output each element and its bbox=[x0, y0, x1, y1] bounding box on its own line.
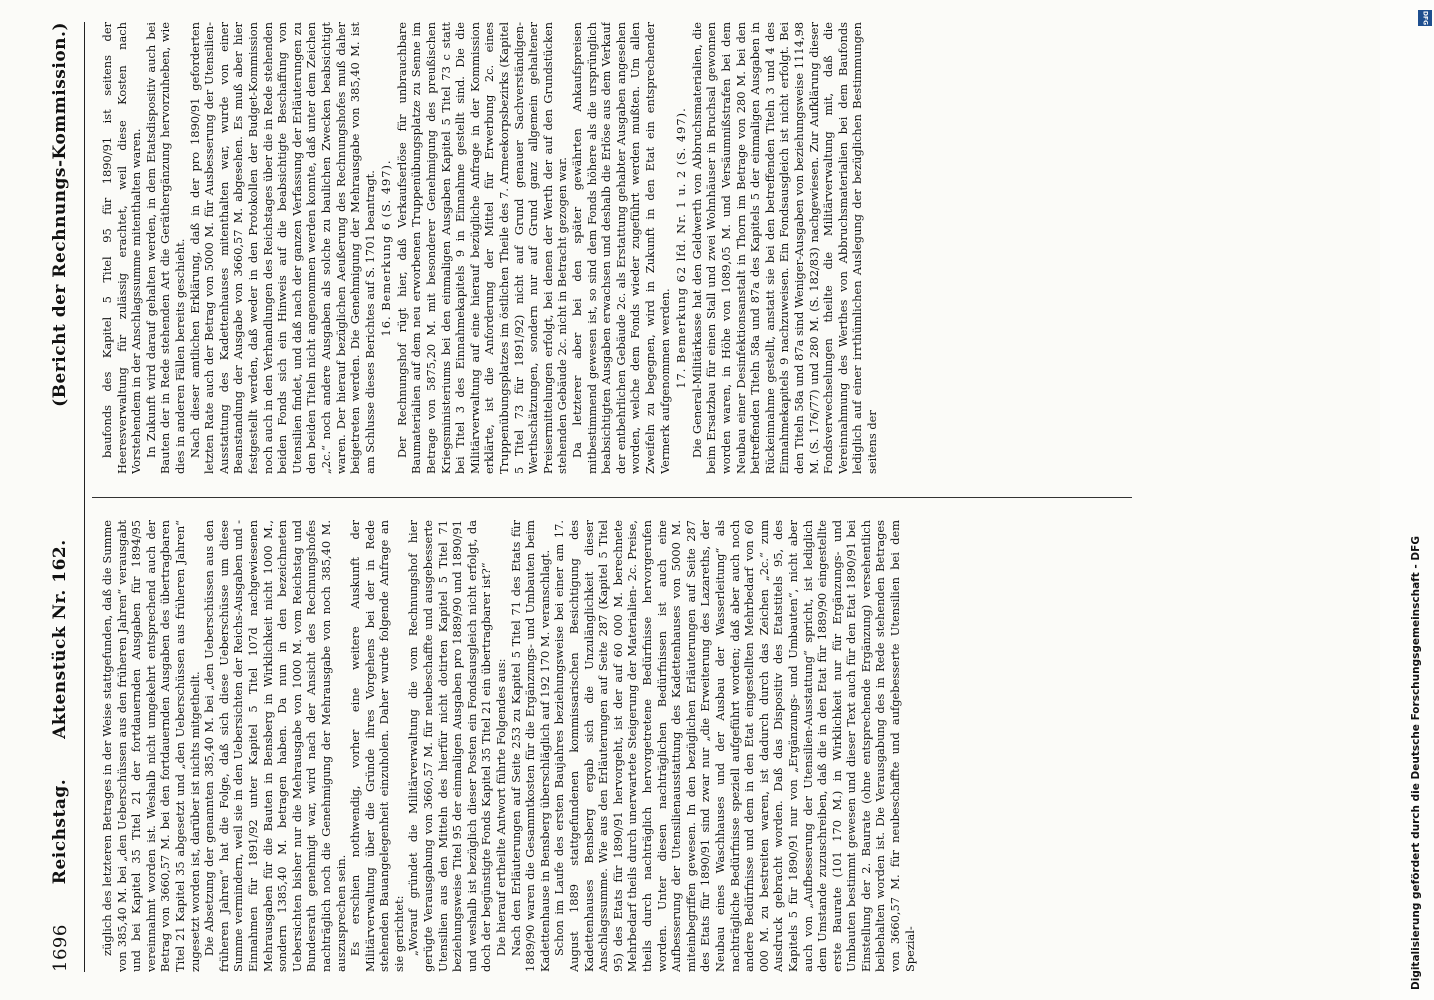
paragraph: In Zukunft wird darauf gehalten werden, in dem Etatsdispositiv auch bei Bauten der in Rede stehenden Art die Geräthergänzung hervorzuheben, wie dies in anderen Fällen bereits geschieht. bbox=[143, 22, 187, 474]
column-divider bbox=[92, 497, 1132, 498]
paragraph: Nach dieser amtlichen Erklärung, daß in der pro 1890/91 geforderten letzten Rate auch der Betrag von 5000 M. für Ausbesserung der Utensilien-Ausstattung des Kadettenhauses mitenthalten war, wurde von einer Beanstandung der Ausgabe von 3660,57 M. abgesehen. Es muß aber hier festgestellt werden, daß weder in den Protokollen der Budget-Kommission noch auch in den Verhandlungen des Reichstages über die in Rede stehenden beiden Fonds sich ein Hinweis auf die beabsichtigte Beschaffung von Utensilien findet, und daß nach der ganzen Verfassung der Erläuterungen zu den beiden Titeln nicht angenommen werden konnte, daß unter dem Zeichen „2c.“ noch andere Ausgaben als solche zu baulichen Zwecken beabsichtigt waren. Der hierauf bezüglichen Aeußerung des Rechnungshofes muß daher beigetreten werden. Die Genehmigung der Mehrausgabe von 385,40 M. ist am Schlusse dieses Berichtes auf S. 1701 beantragt. bbox=[187, 22, 377, 474]
paragraph: baufonds des Kapitel 5 Titel 95 für 1890/91 ist seitens der Heeresverwaltung für zulässig erachtet, weil diese Kosten nach Vorstehendem in der Anschlagssumme mitenthalten waren. bbox=[100, 22, 144, 474]
header-rule bbox=[84, 22, 85, 972]
text-column-right bbox=[100, 22, 1130, 474]
paragraph: „Worauf gründet die Militärverwaltung die vom Rechnungshof hier gerügte Verausgabung von 3660,57 M. für neubeschaffte und ausgebesserte Utensilien aus den Mitteln des hierfür nicht dotirten Kapitel 5 Titel 71 beziehungsweise Titel 95 der einmaligen Ausgaben pro 1889/90 und 1890/91 und weshalb ist bezüglich dieser Posten ein Fondsausgleich nicht erfolgt, da doch der begünstigte Fonds Kapitel 35 Titel 21 ein übertragbarer ist?“ bbox=[406, 520, 494, 972]
paragraph: Der Rechnungshof rügt hier, daß Verkaufserlöse für unbrauchbare Baumaterialien auf dem neu erworbenen Truppenübungsplatze zu Senne im Betrage von 5875,20 M. mit besonderer Genehmigung des preußischen Kriegsministeriums bei den einmaligen Ausgaben Kapitel 5 Titel 73 c statt bei Titel 3 des Einnahmekapitels 9 in Einnahme gestellt sind. Die die Militärverwaltung auf eine hierauf bezügliche Anfrage in der Kommission erklärte, ist die Anforderung der Mittel für Erwerbung 2c. eines Truppenübungsplatzes im östlichen Theile des 7. Armeekorpsbezirks (Kapitel 5 Titel 73 für 1891/92) nicht auf Grund genauer Sachverständigen-Werthschätzungen, sondern nur auf Grund ganz allgemein gehaltener Preisermittelungen erfolgt, bei denen der Werth der auf den Grundstücken stehenden Gebäude 2c. nicht in Betracht gezogen war. bbox=[394, 22, 570, 474]
paragraph: Die General-Militärkasse hat den Geldwerth von Abbruchsmaterialien, die beim Ersatzbau für einen Stall und zwei Wohnhäuser in Bruchsal gewonnen worden waren, in Höhe von 1089,05 M. und Versäumnißstrafen bei dem Neubau einer Desinfektionsanstalt in Thorn im Betrage von 280 M. bei den betreffenden Titeln 58a und 87a des Kapitels 5 der einmaligen Ausgaben in Rückeinnahme gestellt, anstatt sie bei den betreffenden Titeln 3 und 4 des Einnahmekapitels 9 nachzuweisen. Ein Fondsausgleich ist nicht erfolgt. Bei den Titeln 58a und 87a sind Weniger-Ausgaben von beziehungsweise 1114,98 M. (S. 176/77) und 280 M. (S. 182/83) nachgewiesen. Zur Aufklärung dieser Fondsverwechselungen theilte die Militärverwaltung mit, daß die Vereinnahmung des Werthes von Abbruchsmaterialien bei dem Baufonds lediglich auf einer irrthümlichen Auslegung der bezüglichen Bestimmungen seitens der bbox=[689, 22, 879, 474]
paragraph: Die Absetzung der genannten 385,40 M. bei „den Ueberschüssen aus den früheren Jahren“ hat die Folge, daß sich diese Ueberschüsse um diese Summe vermindern, weil sie in den Uebersichten der Reichs-Ausgaben und -Einnahmen für 1891/92 unter Kapitel 5 Titel 107d nachgewiesenen Mehrausgaben für die Bauten in Bensberg in Wirklichkeit nicht 1000 M., sondern 1385,40 M. betragen haben. Da nun in den bezeichneten Uebersichten bisher nur die Mehrausgabe von 1000 M. vom Reichstag und Bundesrath genehmigt war, wird nach der Ansicht des Rechnungshofes nachträglich noch die Genehmigung der Mehrausgabe von noch 385,40 M. auszusprechen sein. bbox=[202, 520, 348, 972]
section-heading: 17. Bemerkung 62 lfd. Nr. 1 u. 2 (S. 497). bbox=[674, 107, 689, 389]
digitization-note: Digitalisierung gefördert durch die Deutsche Forschungsgemeinschaft - DFG bbox=[1410, 536, 1422, 990]
paragraph: züglich des letzteren Betrages in der Weise stattgefunden, daß die Summe von 385,40 M. bei „den Ueberschüssen aus den früheren Jahren“ verausgabt und bei Kapitel 35 Titel 21 der fortdauernden Ausgaben für 1894/95 vereinnahmt worden ist. Weshalb nicht umgekehrt entsprechend auch der Betrag von 3660,57 M. bei den fortdauernden Ausgaben des übertragbaren Titel 21 Kapitel 35 abgesetzt und „den Ueberschüssen aus früheren Jahren“ zugesetzt worden ist, darüber ist nichts mitgetheilt. bbox=[100, 520, 202, 972]
document-number: Aktenstück Nr. 162. bbox=[50, 539, 70, 739]
section-heading: 16. Bemerkung 6 (S. 497). bbox=[379, 159, 394, 337]
paragraph: Da letzterer aber bei den später gewährten Ankaufspreisen mitbestimmend gewesen ist, so sind dem Fonds höhere als die ursprünglich beabsichtigten Ausgaben erwachsen und deshalb die Erlöse aus dem Verkauf der entbehrlichen Gebäude 2c. als Erstattung gehabter Ausgaben angesehen worden, welche dem Fonds wieder zugeführt werden mußten. Um allen Zweifeln zu begegnen, wird in Zukunft in den Etat ein entsprechender Vermerk aufgenommen werden. bbox=[570, 22, 672, 474]
chamber-name: Reichstag. bbox=[50, 778, 70, 885]
paragraph: Die hierauf ertheilte Antwort führte Folgendes aus: bbox=[494, 658, 509, 956]
side-margin bbox=[1410, 10, 1428, 990]
paragraph: Es erschien nothwendig, vorher eine weitere Auskunft der Militärverwaltung über die Gründe ihres Vorgehens bei der in Rede stehenden Bauangelegenheit einzuholen. Daher wurde folgende Anfrage an sie gerichtet: bbox=[348, 520, 406, 972]
header-left bbox=[50, 539, 71, 972]
paragraph: Nach den Erläuterungen auf Seite 253 zu Kapitel 5 Titel 71 des Etats für 1889/90 waren die Gesammtkosten für die Ergänzungs- und Umbauten beim Kadettenhause in Bensberg überschläglich auf 192 170 M. veranschlagt. bbox=[508, 520, 552, 972]
text-column-left bbox=[100, 520, 1130, 972]
section-title: (Bericht der Rechnungs-Kommission.) bbox=[50, 22, 70, 407]
dfg-logo: DFG bbox=[1418, 10, 1432, 26]
page-header bbox=[40, 22, 80, 972]
paragraph: Schon im Laufe des ersten Baujahres beziehungsweise bei einer am 17. August 1889 stattgefundenen kommissarischen Besichtigung des Kadettenhauses Bensberg ergab sich die Unzulänglichkeit dieser Anschlagssumme. Wie aus den Erläuterungen auf Seite 287 (Kapitel 5 Titel 95) des Etats für 1890/91 hervorgeht, ist der auf 60 000 M. berechnete Mehrbedarf theils durch unerwartete Steigerung der Materialien- 2c. Preise, theils durch nachträglich hervorgetretene Bedürfnisse hervorgerufen worden. Unter diesen nachträglichen Bedürfnissen ist auch eine Aufbesserung der Utensilienausstattung des Kadettenhauses von 5000 M. miteinbegriffen gewesen. In den bezüglichen Erläuterungen auf Seite 287 des Etats für 1890/91 sind zwar nur „die Erweiterung des Lazareths, der Neubau eines Waschhauses und der Ausbau der Wasserleitung“ als nachträgliche Bedürfnisse speziell aufgeführt worden; daß aber auch noch andere Bedürfnisse und dem in den Etat eingestellten Mehrbedarf von 60 000 M. zu bestreiten waren, ist dadurch durch das Zeichen „2c.“ zum Ausdruck gebracht worden. Daß das Dispositiv des Etatstitels 95, des Kapitels 5 für 1890/91 nur von „Ergänzungs- und Umbauten“, nicht aber auch von „Aufbesserung der Utensilien-Ausstattung“ spricht, ist lediglich dem Umstande zuzuschreiben, daß die in den Etat für 1889/90 eingestellte erste Baurate (101 170 M.) in Wirklichkeit nur für Ergänzungs- und Umbauten bestimmt gewesen und dieser Text auch für den Etat 1890/91 bei Einstellung der 2. Baurate (ohne entsprechende Ergänzung) versehentlich beibehalten worden ist. Die Verausgabung des in Rede stehenden Betrages von 3660,57 M. für neubeschaffte und aufgebesserte Utensilien bei dem Spezial- bbox=[552, 520, 917, 972]
page-number: 1696 bbox=[49, 924, 71, 972]
